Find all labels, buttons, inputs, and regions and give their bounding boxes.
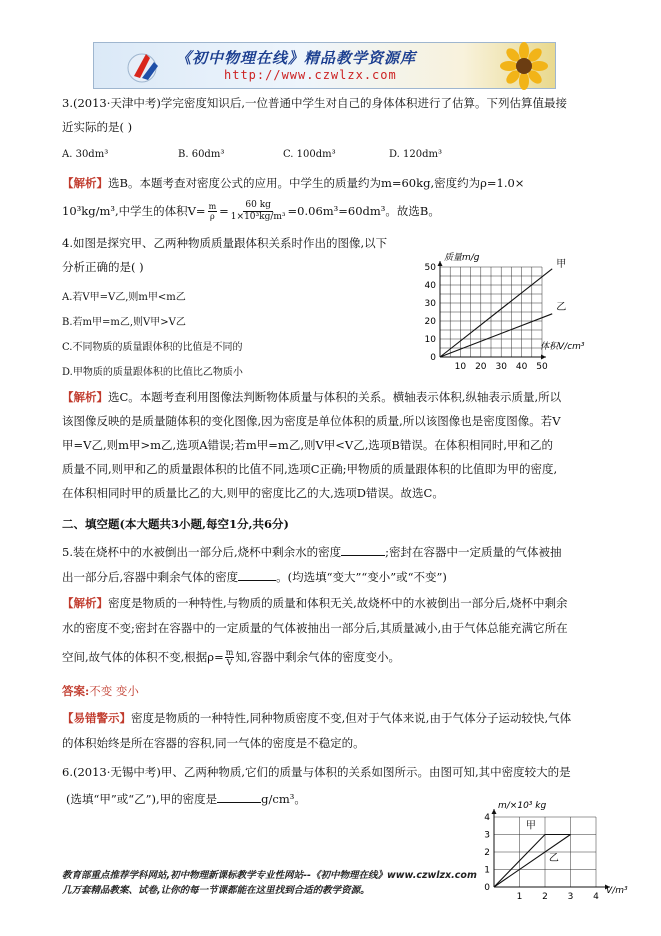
q5-answer-text: 不变 变小 bbox=[89, 684, 139, 698]
q5-analysis-text1: 密度是物质的一种特性,与物质的质量和体积无关,故烧杯中的水被倒出一部分后,烧杯中剩余 bbox=[108, 596, 568, 610]
q3-option-c: C. 100dm³ bbox=[283, 149, 336, 160]
c2-y-tick-label: 2 bbox=[484, 848, 490, 858]
q6-stem-line2-a: (选填“甲”或“乙”),甲的密度是 bbox=[66, 792, 218, 806]
header-banner bbox=[93, 42, 556, 89]
q3-option-d: D. 120dm³ bbox=[389, 149, 442, 160]
c1-x-tick-label: 40 bbox=[515, 362, 528, 372]
c2-x-tick-label: 1 bbox=[516, 892, 523, 902]
q6-blank-2[interactable] bbox=[217, 790, 261, 803]
q5-analysis-tag: 【解析】 bbox=[62, 596, 108, 610]
q3-analysis-text2-pre: 10³kg/m³,中学生的体积V= bbox=[62, 204, 206, 218]
q3-analysis-tag: 【解析】 bbox=[62, 176, 108, 190]
q4-stem-line2: 分析正确的是( ) bbox=[62, 260, 144, 274]
banner-title: 《初中物理在线》精品教学资源库 bbox=[176, 49, 417, 67]
q4-analysis-line3: 甲=V乙,则m甲>m乙,选项A错误;若m甲=m乙,则V甲<V乙,选项B错误。在体积相同时,甲和乙的 bbox=[62, 438, 553, 452]
q6-stem-line1: 6.(2013·无锡中考)甲、乙两种物质,它们的质量与体积的关系如图所示。由图可知,其中密度较大的是 bbox=[62, 765, 571, 779]
q5-stem-line2-a: 出一部分后,容器中剩余气体的密度 bbox=[62, 570, 239, 584]
q3-frac1-den: ρ bbox=[210, 212, 215, 221]
section-title-fill-blank: 二、填空题(本大题共3小题,每空1分,共6分) bbox=[62, 517, 289, 531]
q3-analysis-text2-post: =0.06m³=60dm³。故选B。 bbox=[287, 204, 440, 218]
c1-series-label-1: 甲 bbox=[556, 259, 567, 270]
q3-frac1-num: m bbox=[208, 202, 217, 211]
sunflower-icon bbox=[494, 43, 554, 88]
c1-series-line-2 bbox=[440, 314, 552, 357]
q3-option-b: B. 60dm³ bbox=[178, 149, 225, 160]
q6-stem-line2 bbox=[62, 790, 306, 807]
q3-fraction-values bbox=[231, 200, 286, 223]
q3-frac2-den: 1×10³kg/m³ bbox=[230, 212, 286, 222]
q5-pitfall-text1: 密度是物质的一种特性,同种物质密度不变,但对于气体来说,由于气体分子运动较快,气体 bbox=[131, 711, 572, 725]
c1-y-axis-label: 质量m/g bbox=[444, 253, 480, 263]
q4-option-b: B.若m甲=m乙,则V甲>V乙 bbox=[62, 317, 186, 328]
q3-stem-line2: 近实际的是( ) bbox=[62, 120, 133, 134]
c2-y-tick-label: 4 bbox=[484, 813, 490, 823]
c1-x-tick-label: 50 bbox=[536, 362, 548, 372]
q5-pitfall-line2: 的体积始终是所在容器的容积,同一气体的密度是不稳定的。 bbox=[62, 736, 365, 750]
q5-blank-1[interactable] bbox=[341, 543, 385, 556]
q5-stem-line2-b: 。(均选填“变大”“变小”或“不变”) bbox=[276, 570, 447, 584]
q5-answer-label: 答案: bbox=[62, 684, 90, 698]
q3-option-a: A. 30dm³ bbox=[62, 149, 109, 160]
q5-analysis-text3-post: 知,容器中剩余气体的密度变小。 bbox=[235, 650, 400, 664]
q5-pitfall-line1 bbox=[62, 711, 571, 726]
q3-stem-line1: 3.(2013·天津中考)学完密度知识后,一位普通中学生对自己的身体体积进行了估算。下列估算值最接 bbox=[62, 96, 568, 110]
q5-fraction-m-v bbox=[225, 648, 235, 667]
q4-stem-line1: 4.如图是探究甲、乙两种物质质量跟体积关系时作出的图像,以下 bbox=[62, 236, 388, 250]
c2-series-line-2 bbox=[494, 835, 571, 888]
site-logo-icon bbox=[124, 48, 164, 84]
q4-analysis-tag: 【解析】 bbox=[62, 390, 108, 404]
c1-y-tick-label: 40 bbox=[424, 281, 436, 291]
q5-stem-line1-b: ;密封在容器中一定质量的气体被抽 bbox=[385, 545, 562, 559]
c2-x-tick-label: 2 bbox=[542, 892, 548, 902]
q6-stem-line2-b: g/cm³。 bbox=[261, 792, 306, 806]
q5-pitfall-tag: 【易错警示】 bbox=[62, 711, 131, 725]
q3-analysis-line1 bbox=[62, 176, 524, 191]
q5-answer bbox=[62, 684, 139, 699]
q4-analysis-line4: 质量不同,则甲和乙的质量跟体积的比值不同,选项C正确;甲物质的质量跟体积的比值即为甲的密度, bbox=[62, 462, 558, 476]
c2-x-tick-label: 3 bbox=[567, 892, 574, 902]
q3-frac2-num: 60 kg bbox=[245, 200, 271, 210]
c1-series-line-1 bbox=[440, 269, 552, 357]
c1-y-tick-label: 10 bbox=[424, 335, 436, 345]
chart-mass-volume-q6 bbox=[470, 800, 628, 910]
footer-line1: 教育部重点推荐学科网站,初中物理新课标教学专业性网站--《初中物理在线》www.czwlzx.com bbox=[62, 870, 477, 881]
c1-y-axis-arrow bbox=[438, 261, 443, 266]
q5-analysis-line3 bbox=[62, 648, 400, 667]
q4-option-c: C.不同物质的质量跟体积的比值是不同的 bbox=[62, 342, 243, 353]
q4-option-a: A.若V甲=V乙,则m甲<m乙 bbox=[62, 292, 186, 303]
c2-x-axis-label: V/m³ bbox=[606, 886, 628, 896]
c2-y-axis-label: m/×10³ kg bbox=[498, 801, 547, 811]
footer-line2: 几万套精品教案、试卷,让你的每一节课都能在这里找到合适的教学资源。 bbox=[62, 885, 370, 896]
q3-analysis-text1: 选B。本题考查对密度公式的应用。中学生的质量约为m=60kg,密度约为ρ=1.0× bbox=[108, 176, 525, 190]
q4-analysis-line1 bbox=[62, 390, 561, 405]
c2-y-tick-label: 3 bbox=[484, 830, 490, 841]
q5-frac-num: m bbox=[225, 648, 234, 657]
q5-frac-den: V bbox=[226, 658, 233, 667]
chart-mass-volume-q4 bbox=[410, 245, 600, 372]
c1-x-tick-label: 10 bbox=[454, 362, 467, 372]
c2-y-tick-label: 0 bbox=[484, 883, 490, 893]
c2-x-tick-label: 4 bbox=[593, 892, 599, 902]
c1-x-axis-label: 体积V/cm³ bbox=[540, 342, 585, 352]
c1-y-tick-label: 50 bbox=[424, 263, 436, 273]
q5-analysis-line2: 水的密度不变;密封在容器中的一定质量的气体被抽出一部分后,其质量减小,由于气体总能充满它所在 bbox=[62, 621, 568, 635]
c2-series-label-1: 甲 bbox=[525, 820, 536, 832]
c1-y-tick-label: 0 bbox=[430, 353, 436, 363]
c2-series-label-2: 乙 bbox=[548, 852, 559, 864]
q3-fraction-m-rho bbox=[208, 202, 218, 221]
q5-blank-2[interactable] bbox=[238, 568, 276, 581]
q4-analysis-line5: 在体积相同时甲的质量比乙的大,则甲的密度比乙的大,选项D错误。故选C。 bbox=[62, 486, 444, 500]
q4-analysis-line2: 该图像反映的是质量随体积的变化图像,因为密度是单位体积的质量,所以该图像也是密度图像。若V bbox=[62, 414, 561, 428]
q5-stem-line1 bbox=[62, 543, 562, 560]
q3-analysis-line2: 10³kg/m³,中学生的体积V= $\frac{m}{\rho}$ = $\frac{60 kg}{\text{1×10³kg/m³}}$ =0.06m³=60dm³。故选B。 bbox=[62, 200, 440, 222]
c1-y-tick-label: 20 bbox=[424, 317, 436, 327]
banner-url[interactable]: http://www.czwlzx.com bbox=[224, 68, 397, 82]
q5-stem-line1-a: 5.装在烧杯中的水被倒出一部分后,烧杯中剩余水的密度 bbox=[62, 545, 342, 559]
q4-analysis-text1: 选C。本题考查利用图像法判断物体质量与体积的关系。横轴表示体积,纵轴表示质量,所以 bbox=[108, 390, 562, 404]
c1-y-tick-label: 30 bbox=[424, 299, 436, 309]
c1-x-tick-label: 30 bbox=[495, 362, 507, 372]
q4-option-d: D.甲物质的质量跟体积的比值比乙物质小 bbox=[62, 367, 243, 378]
c1-x-axis-arrow bbox=[541, 355, 546, 360]
c1-x-tick-label: 20 bbox=[475, 362, 487, 372]
c2-y-axis-arrow bbox=[492, 809, 497, 814]
q5-stem-line2 bbox=[62, 568, 447, 585]
c2-y-tick-label: 1 bbox=[484, 865, 490, 876]
q5-analysis-line1 bbox=[62, 596, 567, 611]
c1-series-label-2: 乙 bbox=[556, 302, 567, 314]
q5-analysis-text3-pre: 空间,故气体的体积不变,根据ρ= bbox=[62, 650, 224, 664]
